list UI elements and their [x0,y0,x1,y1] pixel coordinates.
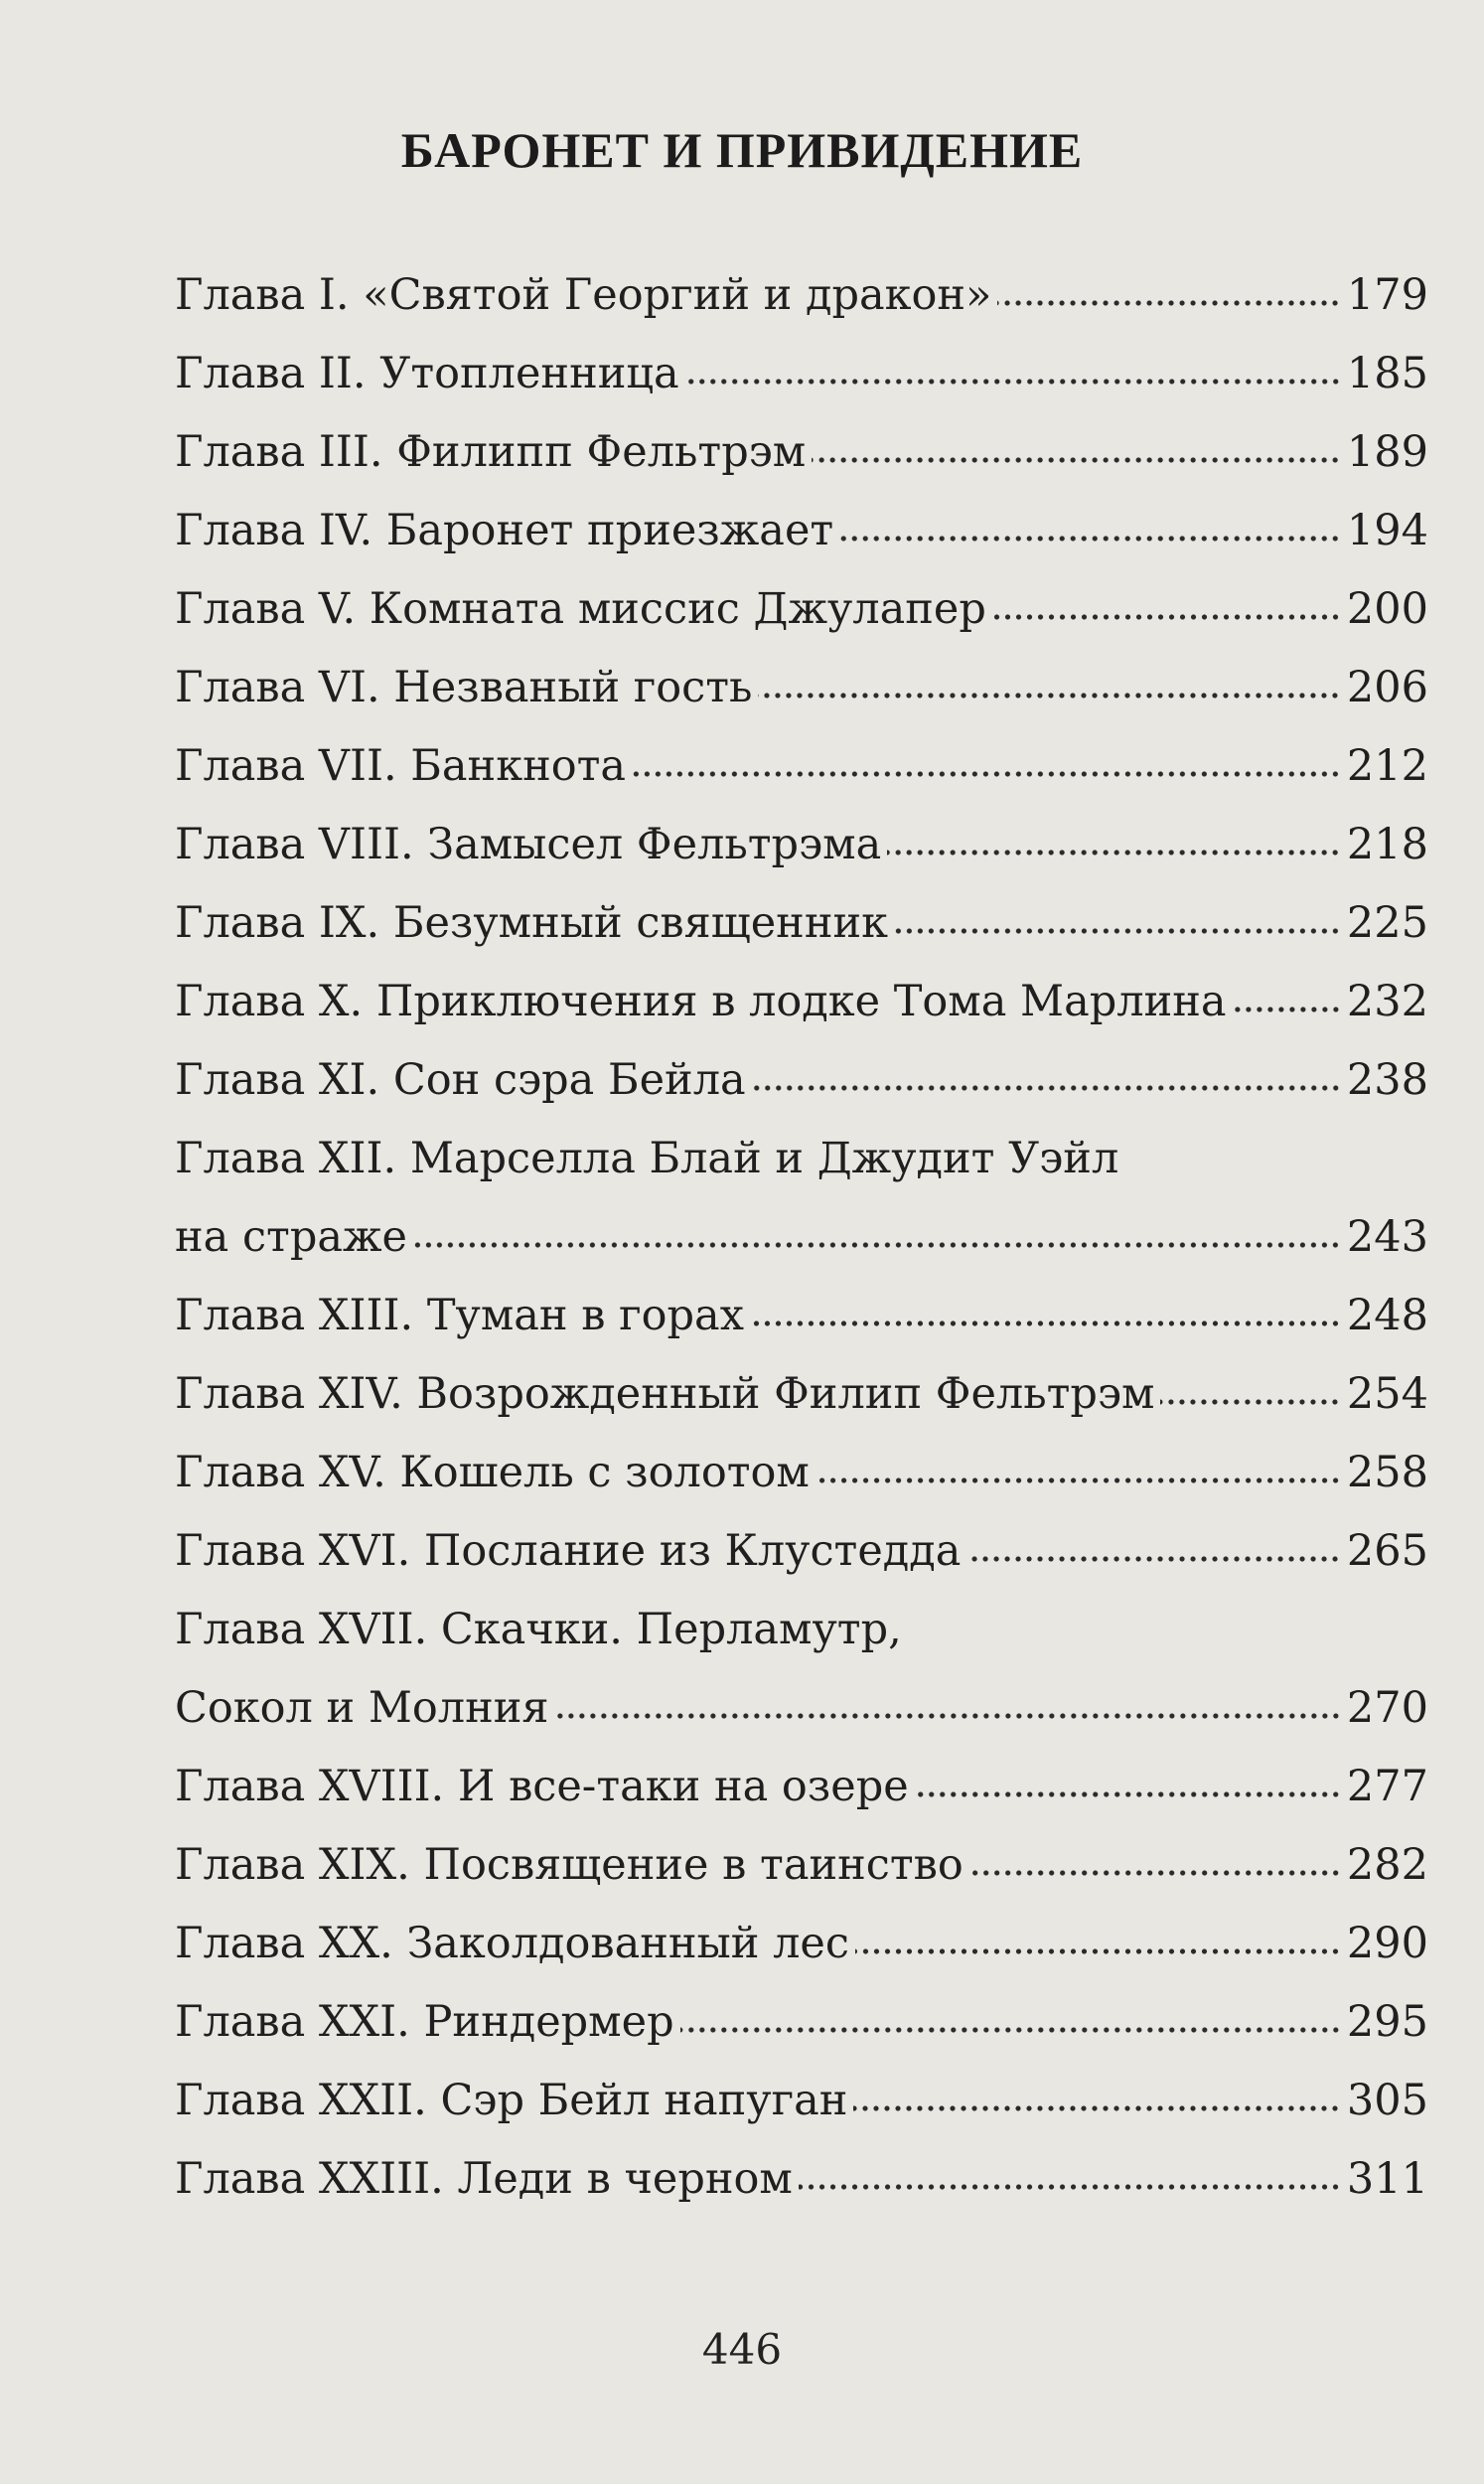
toc-entry [175,884,1428,963]
toc-entry-page: 238 [1346,1055,1428,1105]
toc-entry-title: Глава VIII. Замысел Фельтрэма [175,820,882,869]
dot-leader [992,613,1341,621]
dot-leader [966,1555,1341,1563]
dot-leader [413,1241,1341,1249]
toc-entry-title: Глава XII. Марселла Блай и Джудит Уэйл [175,1134,1119,1183]
toc-entry [175,1041,1428,1120]
toc-entry-title: Глава IX. Безумный священник [175,898,889,948]
toc-entry-page: 295 [1346,1997,1428,2047]
dot-leader [894,927,1341,935]
toc-entry [175,1277,1428,1355]
toc-entry-title: Глава XXIII. Леди в черном [175,2154,793,2204]
toc-entry-title: Глава XV. Кошель с золотом [175,1448,810,1497]
toc-entry-page: 290 [1346,1919,1428,1968]
dot-leader [750,1320,1341,1327]
dot-leader [758,692,1340,699]
dot-leader [839,535,1341,543]
dot-leader [969,1869,1341,1877]
toc-entry [175,1748,1428,1826]
toc-entry-title: Глава II. Утопленница [175,349,679,398]
dot-leader [812,456,1341,464]
toc-entry-page: 232 [1346,977,1428,1026]
toc-entry-title: Глава IV. Баронет приезжает [175,506,834,555]
toc-entry [175,1905,1428,1983]
dot-leader [915,1790,1341,1798]
toc-entry [175,963,1428,1041]
toc-entry-page: 258 [1346,1448,1428,1497]
toc-entry [175,2062,1428,2140]
toc-entry-page: 200 [1346,584,1428,634]
toc-entry [175,1983,1428,2062]
page-number: 446 [701,2325,783,2374]
toc-entry [175,1355,1428,1434]
dot-leader [887,849,1341,856]
toc-entry-page: 305 [1346,2076,1428,2125]
toc-entry-page: 225 [1346,898,1428,948]
toc-entry-page: 254 [1346,1369,1428,1419]
toc-entry [175,727,1428,806]
toc-entry-title: Глава XIV. Возрожденный Филип Фельтрэм [175,1369,1155,1419]
dot-leader [685,378,1341,386]
toc-entry-page: 189 [1346,427,1428,477]
dot-leader [1233,1006,1341,1013]
table-of-contents [175,256,1428,2219]
toc-entry-title: Глава XVIII. И все-таки на озере [175,1762,909,1811]
dot-leader [799,2183,1341,2191]
page-title: БАРОНЕТ И ПРИВИДЕНИЕ [400,122,1084,178]
toc-entry-title: Глава XI. Сон сэра Бейла [175,1055,746,1105]
toc-entry-title: Глава XVII. Скачки. Перламутр, [175,1605,902,1654]
toc-entry-title: Глава X. Приключения в лодке Тома Марлина [175,977,1227,1026]
toc-entry [175,335,1428,413]
toc-entry-title-continued: на страже [175,1212,408,1262]
toc-entry [175,1434,1428,1512]
toc-entry-title: Глава I. «Святой Георгий и дракон» [175,270,992,320]
dot-leader [997,299,1341,307]
dot-leader [632,770,1341,778]
toc-entry-page: 282 [1346,1840,1428,1890]
toc-entry-continuation [175,1198,1428,1277]
toc-entry-title-continued: Сокол и Молния [175,1683,549,1733]
toc-entry [175,1826,1428,1905]
toc-entry-title: Глава XXI. Риндермер [175,1997,674,2047]
toc-entry [175,256,1428,335]
toc-entry-page: 265 [1346,1526,1428,1576]
toc-entry-page: 311 [1346,2154,1428,2204]
toc-entry [175,492,1428,570]
toc-entry-title: Глава VI. Незваный гость [175,663,753,712]
toc-entry-title: Глава V. Комната миссис Джулапер [175,584,986,634]
dot-leader [1160,1398,1340,1406]
toc-entry-title: Глава XIX. Посвящение в таинство [175,1840,964,1890]
dot-leader [853,2104,1341,2112]
toc-entry [175,806,1428,884]
toc-entry [175,1512,1428,1591]
toc-entry [175,2140,1428,2219]
toc-entry-title: Глава XIII. Туман в горах [175,1291,744,1340]
toc-entry-page: 179 [1346,270,1428,320]
toc-entry-title-line [175,1591,1428,1669]
toc-entry-page: 270 [1346,1683,1428,1733]
toc-entry-continuation [175,1669,1428,1748]
toc-entry-title: Глава XXII. Сэр Бейл напуган [175,2076,848,2125]
toc-entry-page: 212 [1346,741,1428,791]
toc-entry-page: 277 [1346,1762,1428,1811]
toc-entry-page: 206 [1346,663,1428,712]
toc-entry-title: Глава XX. Заколдованный лес [175,1919,849,1968]
dot-leader [680,2026,1341,2034]
toc-entry-page: 185 [1346,349,1428,398]
dot-leader [855,1947,1341,1955]
toc-entry-page: 194 [1346,506,1428,555]
dot-leader [816,1476,1341,1484]
toc-entry-title-line [175,1120,1428,1198]
toc-entry-title: Глава III. Филипп Фельтрэм [175,427,807,477]
toc-entry-page: 243 [1346,1212,1428,1262]
toc-entry [175,570,1428,649]
toc-entry-title: Глава VII. Банкнота [175,741,627,791]
dot-leader [555,1712,1341,1720]
toc-entry [175,413,1428,492]
dot-leader [752,1084,1341,1092]
toc-entry [175,649,1428,727]
toc-entry-title: Глава XVI. Послание из Клустедда [175,1526,962,1576]
toc-entry-page: 218 [1346,820,1428,869]
toc-entry-page: 248 [1346,1291,1428,1340]
